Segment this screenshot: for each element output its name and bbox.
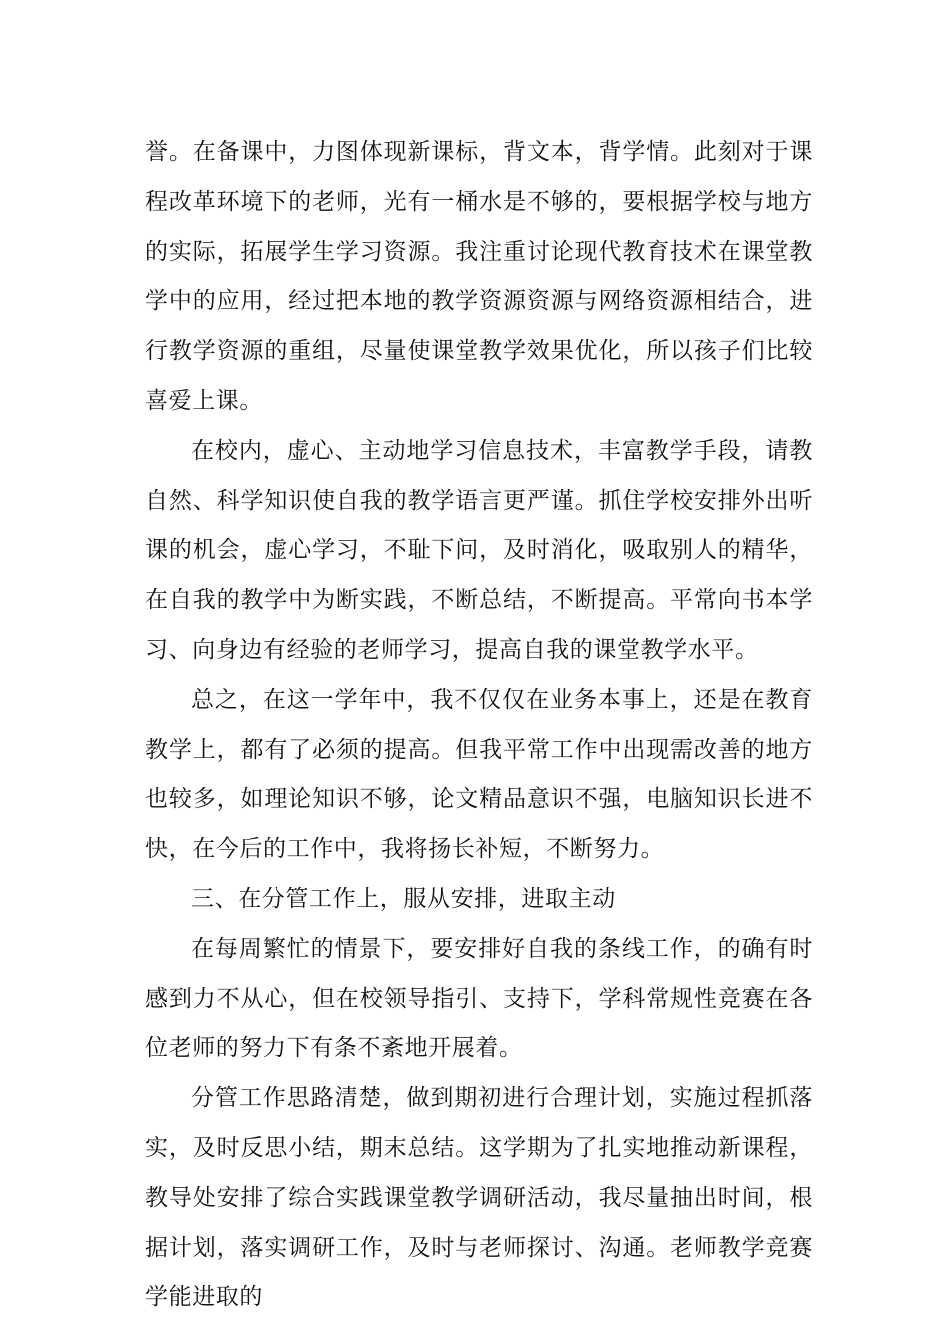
paragraph-summary: 总之，在这一学年中，我不仅仅在业务本事上，还是在教育教学上，都有了必须的提高。但我平常工作中出现需改善的地方也较多，如理论知识不够，论文精品意识不强，电脑知识长进不快，在今后的工作中，我将扬长补短，不断努力。 (145, 686, 813, 863)
paragraph-learning: 在校内，虚心、主动地学习信息技术，丰富教学手段，请教自然、科学知识使自我的教学语言更严谨。抓住学校安排外出听课的机会，虚心学习，不耻下问，及时消化，吸取别人的精华，在自我的教学中为断实践，不断总结，不断提高。平常向书本学习、向身边有经验的老师学习，提高自我的课堂教学水平。 (145, 437, 813, 663)
section-heading-management: 三、在分管工作上，服从安排，进取主动 (191, 885, 616, 912)
paragraph-management-plan: 分管工作思路清楚，做到期初进行合理计划，实施过程抓落实，及时反思小结，期末总结。这学期为了扎实地推动新课程，教导处安排了综合实践课堂教学调研活动，我尽量抽出时间，根据计划，落实调研工作，及时与老师探讨、沟通。老师教学竞赛学能进取的 (145, 1085, 813, 1311)
paragraph-continuation: 誉。在备课中，力图体现新课标，背文本，背学情。此刻对于课程改革环境下的老师，光有一桶水是不够的，要根据学校与地方的实际，拓展学生学习资源。我注重讨论现代教育技术在课堂教学中的应用，经过把本地的教学资源资源与网络资源相结合，进行教学资源的重组，尽量使课堂教学效果优化，所以孩子们比较喜爱上课。 (145, 139, 813, 414)
document-body (145, 128, 813, 1323)
paragraph-busy-week: 在每周繁忙的情景下，要安排好自我的条线工作，的确有时感到力不从心，但在校领导指引、支持下，学科常规性竞赛在各位老师的努力下有条不紊地开展着。 (145, 935, 813, 1062)
